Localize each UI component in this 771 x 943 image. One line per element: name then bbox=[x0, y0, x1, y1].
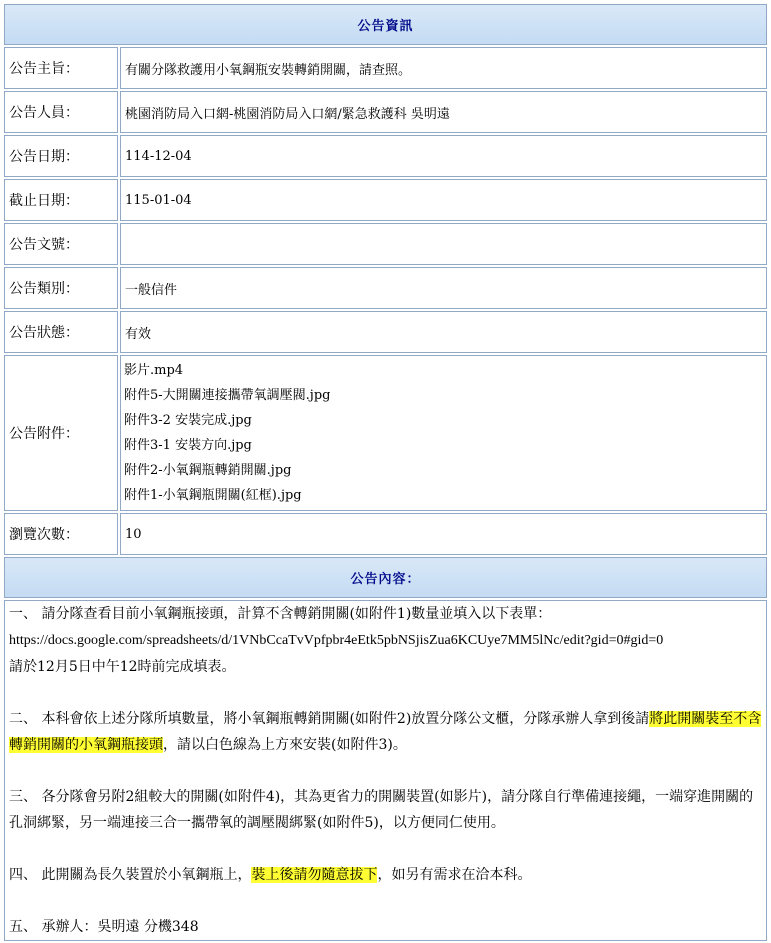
attachment-link[interactable]: 影片.mp4 bbox=[124, 363, 184, 378]
paragraph-2-tail: ，請以白色線為上方來安裝(如附件3)。 bbox=[163, 737, 407, 753]
field-row-subject bbox=[4, 47, 767, 89]
paragraph-5-text: 五、 承辦人：吳明遠 分機348 bbox=[9, 919, 199, 935]
paragraph-4-text: 四、 此開關為長久裝置於小氧鋼瓶上， bbox=[9, 867, 252, 883]
deadline-value: 115-01-04 bbox=[120, 179, 767, 221]
field-row-attachments bbox=[4, 355, 767, 511]
paragraph-2-highlight: 將此開關裝至不含轉銷開關的小氧鋼瓶接頭 bbox=[9, 711, 762, 753]
subject-value: 有關分隊救護用小氧鋼瓶安裝轉銷開關，請查照。 bbox=[120, 47, 767, 89]
date-value: 114-12-04 bbox=[120, 135, 767, 177]
announcement-panel bbox=[2, 2, 769, 943]
paragraph-1 bbox=[9, 601, 762, 680]
subject-label: 公告主旨： bbox=[4, 47, 118, 89]
paragraph-2 bbox=[9, 706, 762, 758]
doc-number-label: 公告文號： bbox=[4, 223, 118, 265]
deadline-label: 截止日期： bbox=[4, 179, 118, 221]
field-row-date bbox=[4, 135, 767, 177]
date-label: 公告日期： bbox=[4, 135, 118, 177]
status-label: 公告狀態： bbox=[4, 311, 118, 353]
views-value: 10 bbox=[120, 513, 767, 555]
attachment-link[interactable]: 附件1-小氧鋼瓶開關(紅框).jpg bbox=[124, 488, 302, 503]
paragraph-2-text: 二、 本科會依上述分隊所填數量，將小氧鋼瓶轉銷開關(如附件2)放置分隊公文櫃，分隊承辦人拿到後請 bbox=[9, 711, 650, 727]
category-value: 一般信件 bbox=[120, 267, 767, 309]
paragraph-1-text: 一、 請分隊查看目前小氧鋼瓶接頭，計算不含轉銷開關(如附件1)數量並填入以下表單： bbox=[9, 606, 552, 622]
announcement-body bbox=[4, 600, 767, 941]
header-row bbox=[4, 4, 767, 45]
attachments-list bbox=[120, 355, 767, 511]
attachment-link[interactable]: 附件3-1 安裝方向.jpg bbox=[124, 438, 252, 453]
field-row-views bbox=[4, 513, 767, 555]
field-row-doc-number bbox=[4, 223, 767, 265]
paragraph-4-tail: ，如另有需求在洽本科。 bbox=[377, 867, 532, 883]
attachments-label: 公告附件： bbox=[4, 355, 118, 511]
views-label: 瀏覽次數： bbox=[4, 513, 118, 555]
content-title: 公告內容： bbox=[4, 557, 767, 598]
field-row-deadline bbox=[4, 179, 767, 221]
announcement-title: 公告資訊 bbox=[4, 4, 767, 45]
field-row-category bbox=[4, 267, 767, 309]
form-url: https://docs.google.com/spreadsheets/d/1VNbCcaTvVpfpbr4eEtk5pbNSjisZua6KCUye7MM5lNc/edit?gid=0#gid=0 bbox=[9, 633, 664, 648]
status-value: 有效 bbox=[120, 311, 767, 353]
attachment-link[interactable]: 附件5-大開關連接攜帶氧調壓閥.jpg bbox=[124, 388, 331, 403]
field-row-status bbox=[4, 311, 767, 353]
field-row-publisher bbox=[4, 91, 767, 133]
attachment-link[interactable]: 附件2-小氧鋼瓶轉銷開關.jpg bbox=[124, 463, 292, 478]
paragraph-3-text: 三、 各分隊會另附2組較大的開關(如附件4)，其為更省力的開關裝置(如影片)，請分隊自行準備連接繩，一端穿進開關的孔洞綁緊，另一端連接三合一攜帶氧的調壓閥綁緊(如附件5)，以方便同仁使用。 bbox=[9, 789, 754, 831]
attachment-link[interactable]: 附件3-2 安裝完成.jpg bbox=[124, 413, 252, 428]
paragraph-3 bbox=[9, 784, 762, 836]
announcement-table bbox=[2, 2, 769, 943]
content-header-row bbox=[4, 557, 767, 598]
publisher-label: 公告人員： bbox=[4, 91, 118, 133]
content-row bbox=[4, 600, 767, 941]
paragraph-4 bbox=[9, 862, 762, 888]
category-label: 公告類別： bbox=[4, 267, 118, 309]
publisher-value: 桃園消防局入口網-桃園消防局入口網/緊急救護科 吳明遠 bbox=[120, 91, 767, 133]
paragraph-4-highlight: 裝上後請勿隨意拔下 bbox=[251, 867, 378, 883]
paragraph-5 bbox=[9, 914, 762, 940]
doc-number-value bbox=[120, 223, 767, 265]
paragraph-1-deadline: 請於12月5日中午12時前完成填表。 bbox=[9, 659, 236, 675]
